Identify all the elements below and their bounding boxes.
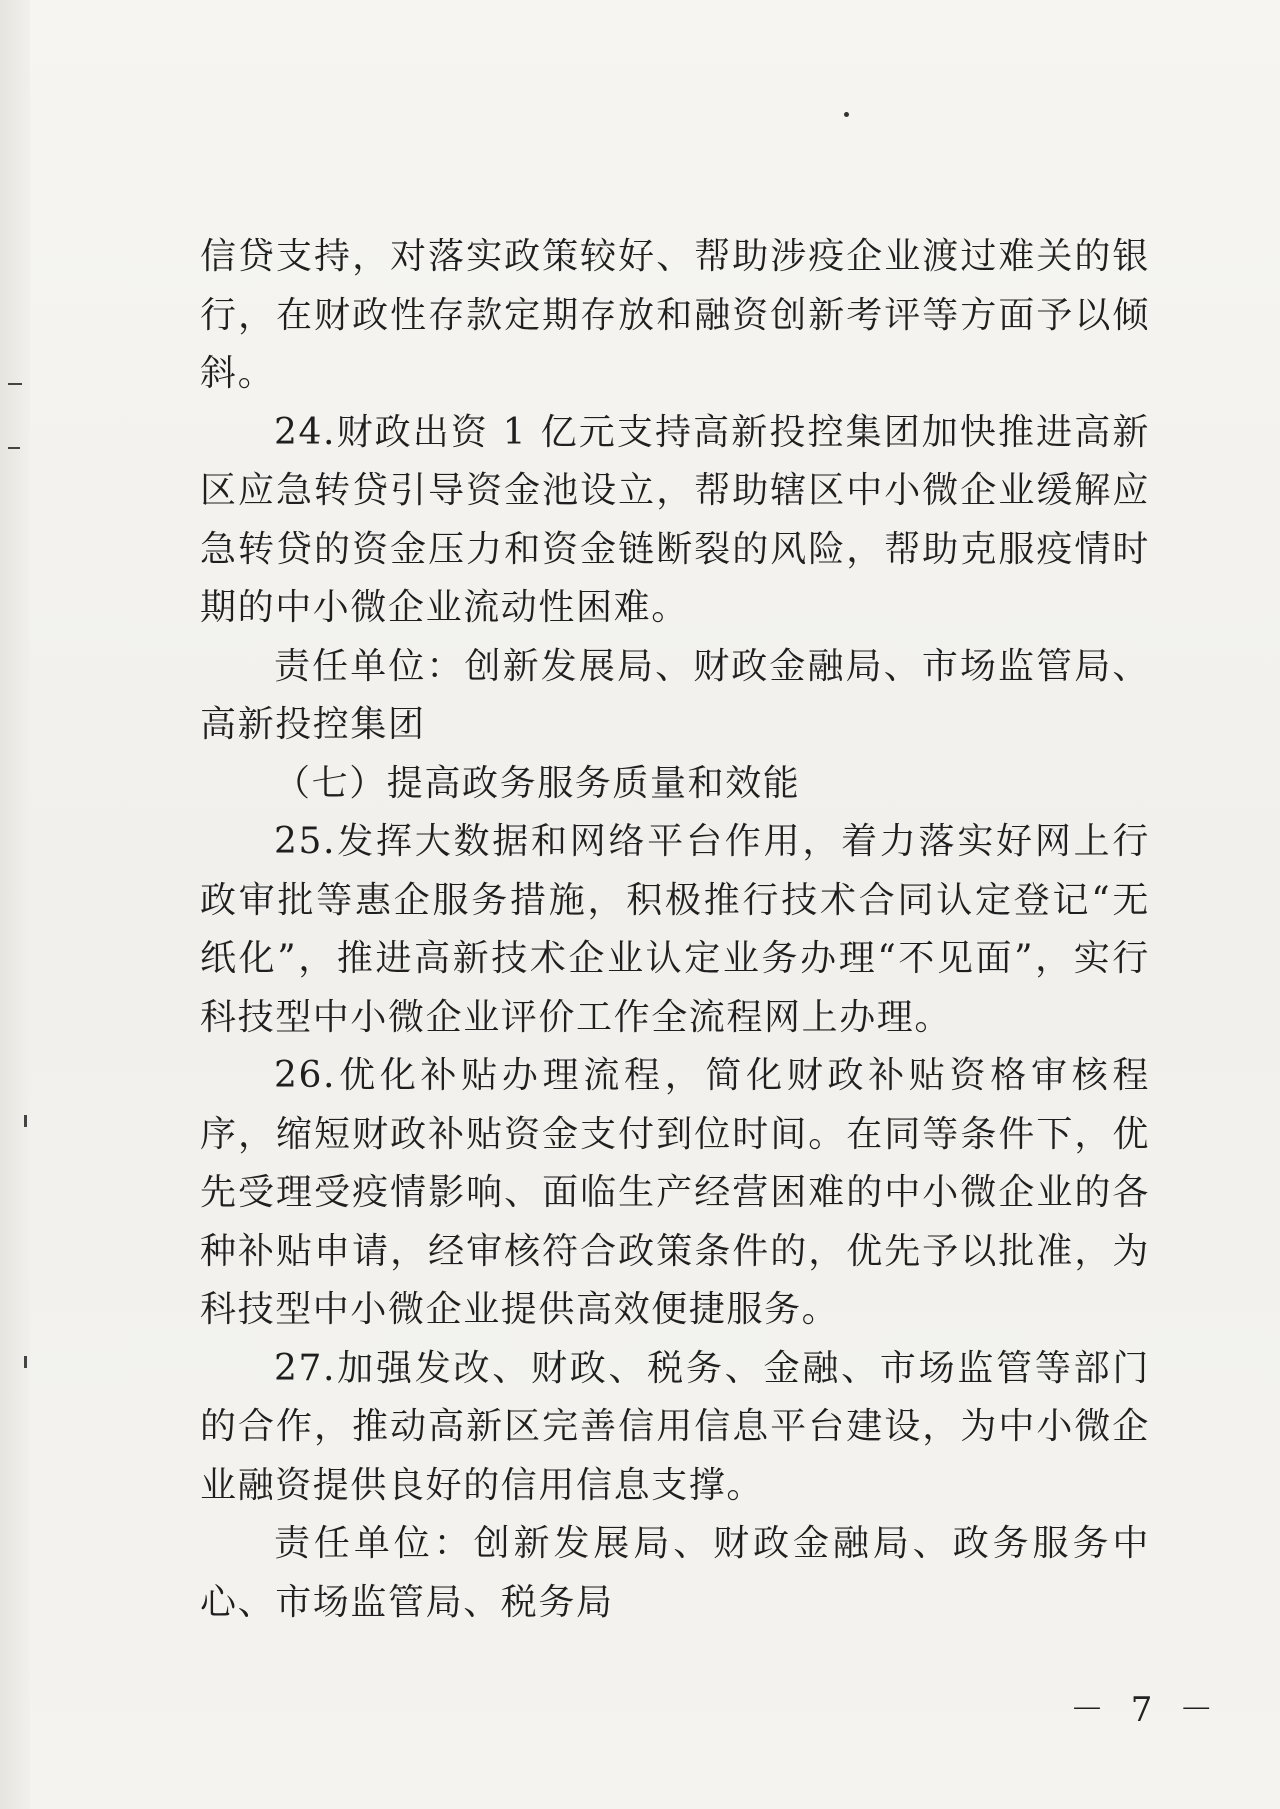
paragraph-item-27: 27.加强发改、财政、税务、金融、市场监管等部门的合作，推动高新区完善信用信息平台建设，为中小微企业融资提供良好的信用信息支撑。 bbox=[200, 1347, 1150, 1506]
paragraph-item-24: 24.财政出资 1 亿元支持高新投控集团加快推进高新区应急转贷引导资金池设立，帮助辖区中小微企业缓解应急转贷的资金压力和资金链断裂的风险，帮助克服疫情时期的中小微企业流动性困难。 bbox=[200, 411, 1150, 628]
paragraph-responsible-units-1: 责任单位：创新发展局、财政金融局、市场监管局、高新投控集团 bbox=[200, 645, 1150, 745]
paragraph-item-25: 25.发挥大数据和网络平台作用，着力落实好网上行政审批等惠企服务措施，积极推行技术合同认定登记“无纸化”，推进高新技术企业认定业务办理“不见面”，实行科技型中小微企业评价工作全流程网上办理。 bbox=[200, 821, 1150, 1038]
punch-mark bbox=[8, 447, 20, 449]
punch-mark bbox=[8, 383, 22, 385]
speck bbox=[844, 112, 849, 117]
punch-mark bbox=[24, 1356, 27, 1368]
section-heading-7: （七）提高政务服务质量和效能 bbox=[274, 762, 801, 804]
page-number: － 7 － bbox=[1070, 1690, 1222, 1730]
paragraph-responsible-units-2: 责任单位：创新发展局、财政金融局、政务服务中心、市场监管局、税务局 bbox=[200, 1523, 1150, 1623]
binding-edge bbox=[0, 0, 30, 1809]
paragraph-credit-support: 信贷支持，对落实政策较好、帮助涉疫企业渡过难关的银行，在财政性存款定期存放和融资创新考评等方面予以倾斜。 bbox=[200, 236, 1150, 394]
paragraph-item-26: 26.优化补贴办理流程，简化财政补贴资格审核程序，缩短财政补贴资金支付到位时间。在同等条件下，优先受理受疫情影响、面临生产经营困难的中小微企业的各种补贴申请，经审核符合政策条件的，优先予以批准，为科技型中小微企业提供高效便捷服务。 bbox=[200, 1055, 1150, 1330]
body-text bbox=[200, 228, 1150, 1632]
punch-mark bbox=[24, 1115, 27, 1127]
